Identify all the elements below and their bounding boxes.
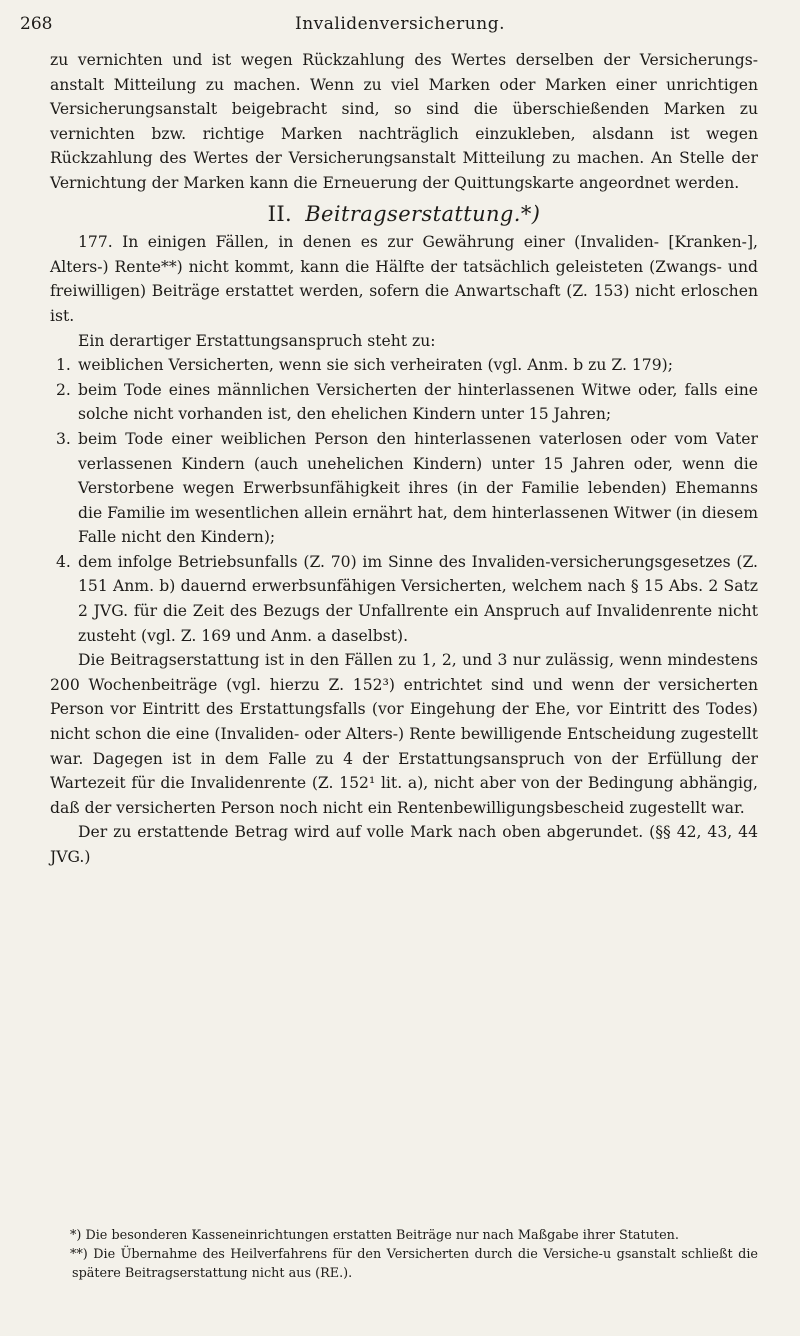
footnote-2: **) Die Übernahme des Heilverfahrens für den Versicherten durch die Versiche-u gsanstalt schließt die spätere Beitragserstattung nicht aus (RE.). bbox=[70, 1247, 758, 1281]
list-item-number: 3. bbox=[56, 429, 71, 448]
list-item bbox=[50, 378, 758, 427]
footnote-1: *) Die besonderen Kasseneinrichtungen erstatten Beiträge nur nach Maßgabe ihrer Statuten. bbox=[70, 1228, 679, 1243]
section-number: II. bbox=[267, 201, 293, 226]
amount-paragraph: Der zu erstattende Betrag wird auf volle Mark nach oben abgerundet. (§§ 42, 43, 44 JVG.) bbox=[50, 823, 758, 866]
list-item-text: beim Tode eines männlichen Versicherten der hinterlassenen Witwe oder, falls eine solche nicht vorhanden ist, den ehelichen Kindern unter 15 Jahren; bbox=[78, 380, 758, 424]
footnotes bbox=[50, 1226, 758, 1283]
running-head: Invalidenversicherung. bbox=[295, 14, 505, 34]
section-heading bbox=[50, 202, 758, 227]
main-text bbox=[50, 48, 758, 870]
list-item-text: weiblichen Versicherten, wenn sie sich verheiraten (vgl. Anm. b zu Z. 179); bbox=[78, 356, 673, 375]
list-item bbox=[50, 353, 758, 378]
entitlement-list bbox=[50, 353, 758, 648]
paragraph-177: 177. In einigen Fällen, in denen es zur Gewährung einer (Invaliden- [Kranken-], Alters-) Rente**) nicht kommt, kann die Hälfte der tatsächlich geleisteten (Zwangs- und freiwilligen) Beiträge erstattet werden, sofern die Anwartschaft (Z. 153) nicht erloschen ist. bbox=[50, 233, 758, 325]
claim-intro: Ein derartiger Erstattungsanspruch steht zu: bbox=[78, 331, 436, 350]
list-item bbox=[50, 427, 758, 550]
page-number: 268 bbox=[20, 14, 53, 34]
list-item-text: dem infolge Betriebsunfalls (Z. 70) im Sinne des Invaliden-versicherungsgesetzes (Z. 151 Anm. b) dauernd erwerbsunfähigen Versicherten, welchem nach § 15 Abs. 2 Satz 2 JVG. für die Zeit des Bezugs der Unfallrente ein Anspruch auf Invalidenrente nicht zusteht (vgl. Z. 169 und Anm. a daselbst). bbox=[78, 552, 758, 645]
list-item-number: 4. bbox=[56, 552, 71, 571]
section-title: Beitragserstattung.*) bbox=[305, 201, 541, 226]
list-item bbox=[50, 550, 758, 648]
list-item-number: 1. bbox=[56, 356, 71, 375]
list-item-number: 2. bbox=[56, 380, 71, 399]
intro-paragraph: zu vernichten und ist wegen Rückzahlung des Wertes derselben der Versicherungs-anstalt Mitteilung zu machen. Wenn zu viel Marken oder Marken einer unrichtigen Versicherungsanstalt beigebracht sind, so sind die überschießenden Marken zu vernichten bzw. richtige Marken nachträglich einzukleben, alsdann ist wegen Rückzahlung des Wertes der Versicherungsanstalt Mitteilung zu machen. An Stelle der Vernichtung der Marken kann die Erneuerung der Quittungskarte angeordnet werden. bbox=[50, 51, 758, 192]
page-header bbox=[20, 14, 780, 38]
list-item-text: beim Tode einer weiblichen Person den hinterlassenen vaterlosen oder vom Vater verlassenen Kindern (auch unehelichen Kindern) unter 15 Jahren oder, wenn die Verstorbene wegen Erwerbsunfähigkeit ihres (in der Familie lebenden) Ehemanns die Familie im wesentlichen allein ernährt hat, dem hinterlassenen Witwer (in diesem Falle nicht den Kindern); bbox=[78, 429, 758, 547]
conditions-paragraph: Die Beitragserstattung ist in den Fällen zu 1, 2, und 3 nur zulässig, wenn mindestens 200 Wochenbeiträge (vgl. hierzu Z. 152³) entrichtet sind und wenn der versicherten Person vor Eintritt des Erstattungsfalls (vor Eingehung der Ehe, vor Eintritt des Todes) nicht schon die eine (Invaliden- oder Alters-) Rente bewilligende Entscheidung zugestellt war. Dagegen ist in dem Falle zu 4 der Erstattungsanspruch von der Erfüllung der Wartezeit für die Invalidenrente (Z. 152¹ lit. a), nicht aber von der Bedingung abhängig, daß der versicherten Person noch nicht ein Rentenbewilligungsbescheid zugestellt war. bbox=[50, 651, 758, 817]
